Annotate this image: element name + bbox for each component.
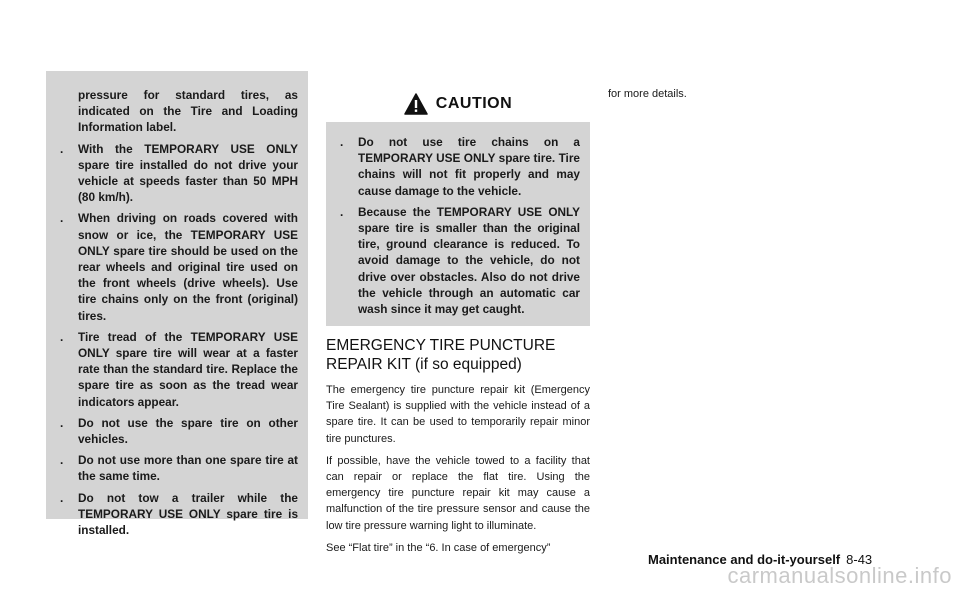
caution-title: CAUTION	[435, 95, 513, 112]
warning-box-content	[54, 87, 298, 543]
warning-bullet-item: . With the TEMPORARY USE ONLY spare tire installed do not drive your vehicle at speeds faster than 50 MPH (80 km/h).	[60, 141, 298, 205]
caution-bullet-item: . Because the TEMPORARY USE ONLY spare tire is smaller than the original tire, ground clearance is reduced. To avoid damage to the vehicle, do not drive over obstacles. Also do not drive the vehicle through an automatic car wash since it may get caught.	[340, 204, 580, 317]
warning-bullet-item: . When driving on roads covered with snow or ice, the TEMPORARY USE ONLY spare tire should be used on the rear wheels and original tire used on the front wheels (drive wheels). Use tire chains only on the front (original) tires.	[60, 211, 298, 323]
section-paragraph: See “Flat tire” in the “6. In case of emergency”	[326, 541, 551, 554]
caution-content	[334, 134, 580, 322]
section-title: EMERGENCY TIRE PUNCTURE REPAIR KIT (if so equipped)	[326, 337, 556, 373]
warning-bullet-item: . Tire tread of the TEMPORARY USE ONLY spare tire will wear at a faster rate than the standard tire. Replace the spare tire as soon as the tread wear indicators appear.	[60, 329, 298, 409]
warning-bullet-item: . Do not tow a trailer while the TEMPORARY USE ONLY spare tire is installed.	[60, 490, 298, 538]
caution-header	[326, 86, 590, 122]
caution-bullet-item: . Do not use tire chains on a TEMPORARY USE ONLY spare tire. Tire chains will not fit properly and may cause damage to the vehicle.	[340, 135, 580, 198]
right-column	[608, 86, 870, 108]
warning-bullet-list	[54, 141, 298, 539]
warning-box	[46, 71, 308, 538]
footer-section-name: Maintenance and do-it-yourself	[648, 552, 841, 567]
section-paragraph: The emergency tire puncture repair kit (Emergency Tire Sealant) is supplied with the vehicle instead of a spare tire. It can be used to temporarily repair minor tire punctures.	[326, 384, 590, 445]
repair-kit-section	[326, 336, 590, 562]
section-paragraph: If possible, have the vehicle towed to a facility that can repair or replace the flat tire. Using the emergency tire puncture repair kit may cause a malfunction of the tire pressure sensor and cause the low tire pressure warning light to illuminate.	[326, 454, 590, 532]
caution-bullet-list	[334, 134, 580, 317]
continuation-text: for more details.	[608, 88, 687, 100]
warning-bullet-item: . Do not use more than one spare tire at the same time.	[60, 453, 298, 484]
warning-bullet-item: . Do not use the spare tire on other vehicles.	[60, 415, 298, 447]
page-number: 8-43	[846, 552, 873, 567]
watermark: carmanualsonline.info	[727, 563, 952, 588]
warning-triangle-icon	[404, 93, 428, 115]
warning-continuation-text: pressure for standard tires, as indicated on the Tire and Loading Information label.	[78, 88, 298, 135]
caution-box	[326, 86, 590, 326]
